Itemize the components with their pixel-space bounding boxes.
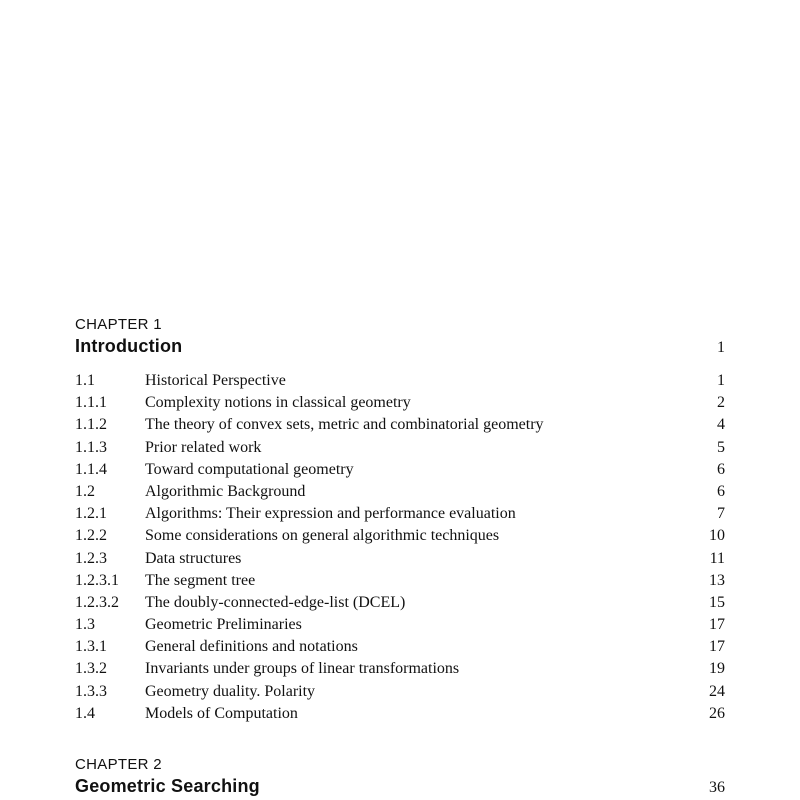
chapter-label: CHAPTER 1 (75, 316, 162, 333)
section-title: Data structures (145, 549, 242, 567)
section-number: 1.2.3.2 (75, 593, 119, 611)
section-title: The segment tree (145, 571, 256, 589)
toc-entry (75, 548, 725, 570)
toc-entry (75, 592, 725, 614)
chapter-heading (75, 774, 725, 798)
section-title: Models of Computation (145, 704, 298, 722)
section-page-number: 11 (709, 549, 725, 567)
section-page-number: 2 (717, 394, 725, 412)
chapter-page-number: 1 (717, 339, 725, 356)
section-title: Complexity notions in classical geometry (145, 394, 411, 412)
toc-entry (75, 414, 725, 436)
section-title: Some considerations on general algorithmic techniques (145, 527, 500, 545)
section-title: The doubly-connected-edge-list (DCEL) (145, 593, 406, 611)
section-page-number: 15 (709, 593, 725, 611)
section-page-number: 24 (709, 682, 725, 700)
section-number: 1.2.2 (75, 527, 107, 545)
chapter-page-number: 36 (709, 779, 725, 796)
toc-entry (75, 636, 725, 658)
toc-entry (75, 614, 725, 636)
section-page-number: 6 (717, 460, 725, 478)
section-page-number: 7 (717, 505, 725, 523)
section-number: 1.2.3 (75, 549, 107, 567)
section-page-number: 1 (717, 372, 725, 389)
section-number: 1.4 (75, 704, 95, 722)
chapter-heading (75, 334, 725, 358)
section-page-number: 4 (717, 416, 725, 434)
section-title: Historical Perspective (145, 372, 286, 389)
toc-entry (75, 525, 725, 547)
section-page-number: 10 (709, 527, 725, 545)
section-number: 1.1.3 (75, 438, 107, 456)
section-number: 1.3.2 (75, 660, 107, 678)
toc-entry (75, 459, 725, 481)
toc-entry (75, 703, 725, 725)
section-title: General definitions and notations (145, 638, 358, 656)
section-number: 1.3.3 (75, 682, 107, 700)
section-page-number: 19 (709, 660, 725, 678)
section-number: 1.2.1 (75, 505, 107, 523)
section-page-number: 6 (717, 482, 725, 500)
toc-entry (75, 481, 725, 503)
section-number: 1.2 (75, 482, 95, 500)
toc-entry (75, 658, 725, 680)
section-page-number: 5 (717, 438, 725, 456)
toc-entry (75, 570, 725, 592)
chapter-2-block (75, 756, 725, 798)
section-title: The theory of convex sets, metric and combinatorial geometry (145, 416, 544, 434)
chapter-title: Geometric Searching (75, 776, 260, 796)
section-number: 1.2.3.1 (75, 571, 119, 589)
section-number: 1.3 (75, 616, 95, 634)
section-title: Toward computational geometry (145, 460, 354, 478)
chapter-title: Introduction (75, 336, 183, 356)
section-title: Geometric Preliminaries (145, 616, 302, 634)
section-page-number: 13 (709, 571, 725, 589)
section-number: 1.3.1 (75, 638, 107, 656)
toc-entry (75, 437, 725, 459)
section-title: Invariants under groups of linear transformations (145, 660, 460, 678)
toc-entry (75, 370, 725, 392)
section-title: Algorithms: Their expression and performance evaluation (145, 505, 516, 523)
chapter-1-block (75, 316, 725, 725)
toc-entry (75, 503, 725, 525)
section-page-number: 17 (709, 638, 725, 656)
section-number: 1.1.2 (75, 416, 107, 434)
section-title: Algorithmic Background (145, 482, 306, 500)
section-title: Prior related work (145, 438, 262, 456)
section-title: Geometry duality. Polarity (145, 682, 316, 700)
toc-entry (75, 392, 725, 414)
chapter-label: CHAPTER 2 (75, 756, 162, 773)
section-number: 1.1 (75, 372, 95, 389)
section-number: 1.1.1 (75, 394, 107, 412)
section-number: 1.1.4 (75, 460, 107, 478)
toc-entry (75, 681, 725, 703)
section-page-number: 17 (709, 616, 725, 634)
section-page-number: 26 (709, 704, 725, 722)
section-list (75, 370, 725, 725)
